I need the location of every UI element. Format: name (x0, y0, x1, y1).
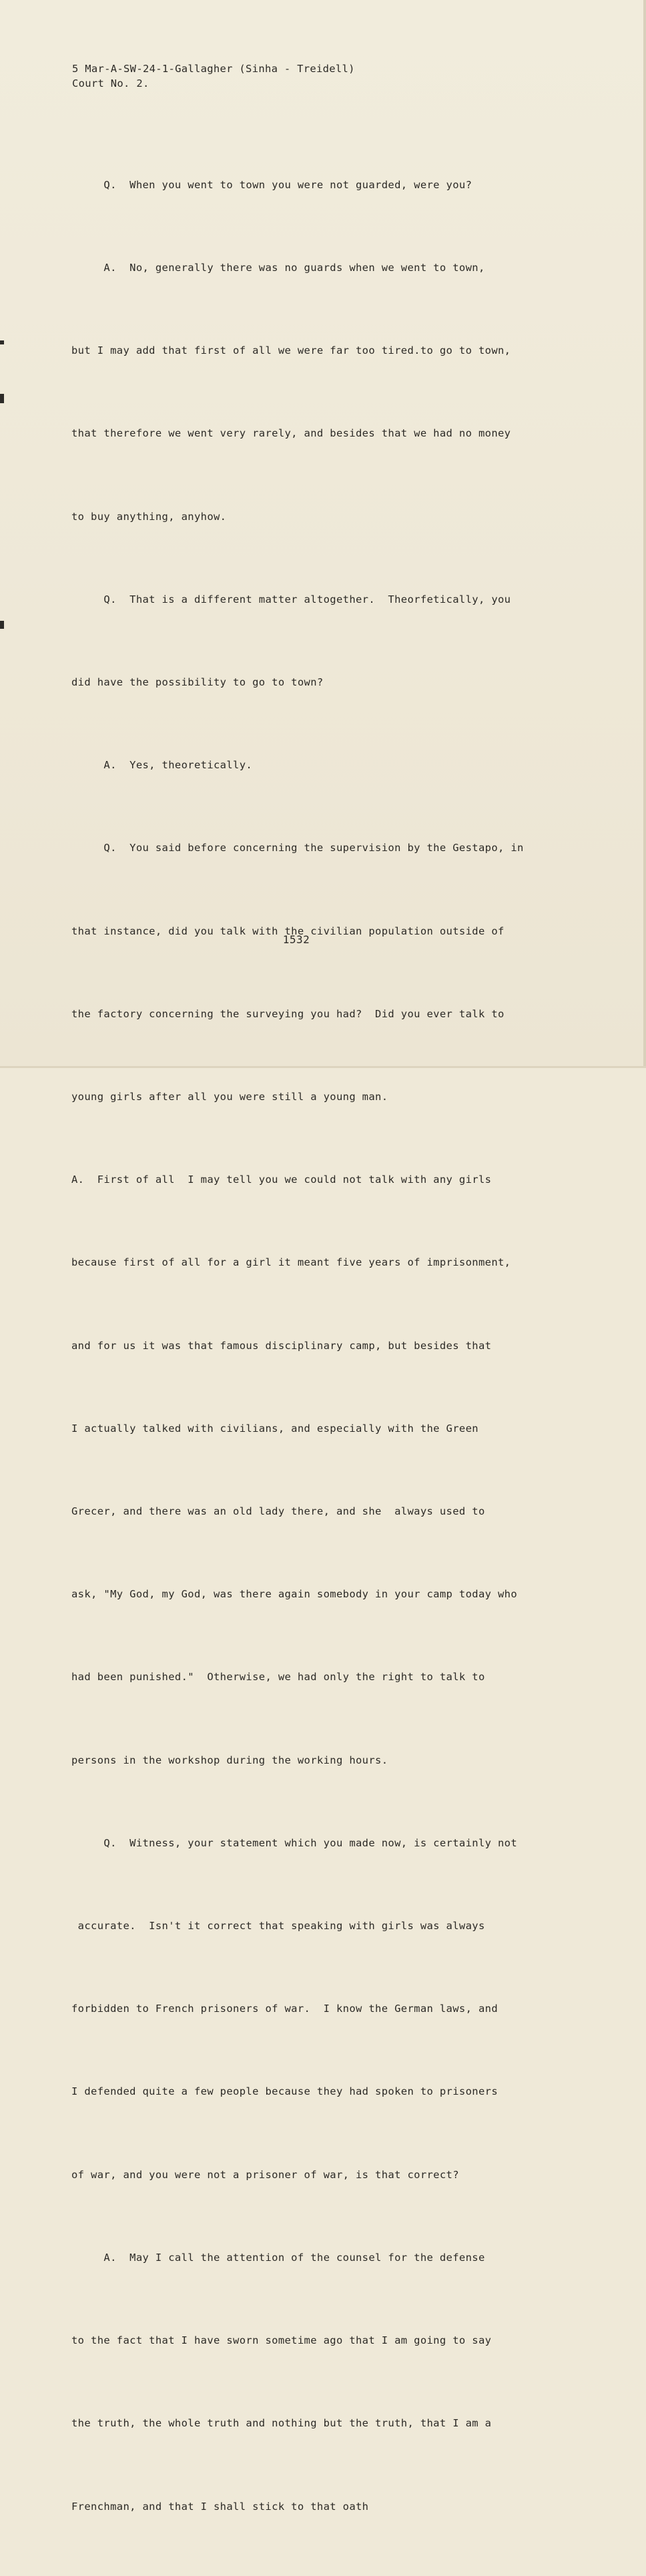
transcript-line: that instance, did you talk with the civilian population outside of (71, 925, 505, 937)
transcript-line: had been punished." Otherwise, we had only the right to talk to (71, 1671, 485, 1684)
transcript-line: Frenchman, and that I shall stick to that oath (71, 2500, 369, 2513)
transcript-line: that therefore we went very rarely, and besides that we had no money (71, 427, 511, 440)
page-edge-right (643, 0, 646, 1068)
transcript-line: Q. That is a different matter altogether. Theorfetically, you (71, 593, 511, 605)
transcript-line: A. Yes, theoretically. (71, 759, 253, 772)
transcript-body (71, 116, 565, 2576)
transcript-line: because first of all for a girl it meant five years of imprisonment, (71, 1256, 511, 1269)
margin-mark-3 (0, 621, 4, 629)
transcript-line: of war, and you were not a prisoner of war, is that correct? (71, 2168, 459, 2181)
document-header (72, 61, 355, 91)
transcript-line: young girls after all you were still a young man. (71, 1091, 388, 1103)
transcript-line: to the fact that I have sworn sometime ago that I am going to say (71, 2334, 492, 2347)
transcript-line: I defended quite a few people because they had spoken to prisoners (71, 2085, 498, 2098)
page-number: 1532 (282, 933, 310, 946)
transcript-line: ask, "My God, my God, was there again somebody in your camp today who (71, 1588, 518, 1601)
transcript-line: Q. You said before concerning the supervision by the Gestapo, in (71, 842, 524, 854)
margin-mark-2 (0, 394, 4, 403)
transcript-line: A. First of all I may tell you we could not talk with any girls (71, 1174, 492, 1186)
transcript-line: persons in the workshop during the working hours. (71, 1754, 388, 1766)
transcript-line: but I may add that first of all we were far too tired.to go to town, (71, 344, 511, 357)
transcript-line: Grecer, and there was an old lady there, and she always used to (71, 1505, 485, 1518)
transcript-line: A. May I call the attention of the counsel for the defense (71, 2251, 485, 2264)
transcript-line: and for us it was that famous disciplinary camp, but besides that (71, 1339, 492, 1352)
transcript-line: forbidden to French prisoners of war. I know the German laws, and (71, 2003, 498, 2015)
transcript-line: did have the possibility to go to town? (71, 676, 324, 689)
margin-mark-1 (0, 340, 4, 344)
transcript-line: the factory concerning the surveying you had? Did you ever talk to (71, 1007, 505, 1020)
transcript-line: accurate. Isn't it correct that speaking with girls was always (71, 1920, 485, 1933)
transcript-line: Q. When you went to town you were not guarded, were you? (71, 178, 472, 191)
transcript-line: A. No, generally there was no guards when we went to town, (71, 262, 485, 274)
transcript-line: I actually talked with civilians, and especially with the Green (71, 1422, 478, 1435)
transcript-line: Q. Witness, your statement which you made now, is certainly not (71, 1836, 518, 1849)
transcript-line: the truth, the whole truth and nothing but the truth, that I am a (71, 2417, 492, 2430)
transcript-line: to buy anything, anyhow. (71, 510, 227, 523)
case-reference: 5 Mar-A-SW-24-1-Gallagher (Sinha - Treidell) (72, 63, 355, 75)
court-number: Court No. 2. (72, 77, 149, 89)
